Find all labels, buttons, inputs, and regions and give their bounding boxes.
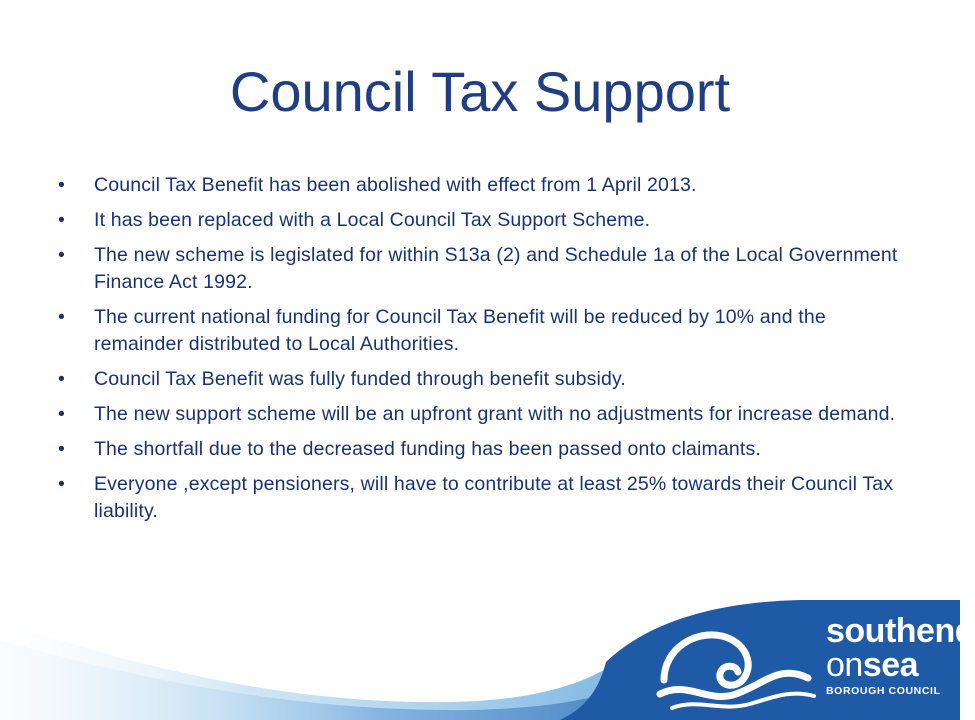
slide-title: Council Tax Support — [229, 60, 731, 123]
bullet-marker: • — [58, 438, 65, 460]
bullet-text: The shortfall due to the decreased funding has been passed onto claimants. — [94, 438, 761, 460]
bullet-text: The new scheme is legislated for within S13a (2) and Schedule 1a of the Local Government Finance Act 1992. — [94, 244, 898, 293]
bullet-marker: • — [58, 174, 65, 196]
bullet-marker: • — [58, 403, 65, 425]
bullet-item — [58, 401, 918, 428]
bullet-item — [58, 436, 918, 463]
bullet-item — [58, 172, 918, 199]
bullet-text: Council Tax Benefit was fully funded through benefit subsidy. — [94, 368, 626, 390]
bullet-marker: • — [58, 209, 65, 231]
bullet-item — [58, 304, 918, 358]
wave-logo-icon — [658, 624, 818, 710]
bullet-item — [58, 207, 918, 234]
bullet-marker: • — [58, 473, 65, 495]
bullet-list — [58, 172, 918, 533]
logo-word-sea: sea — [862, 646, 919, 684]
bullet-item — [58, 366, 918, 393]
bullet-text: It has been replaced with a Local Council Tax Support Scheme. — [94, 209, 651, 231]
bullet-item — [58, 242, 918, 296]
bullet-text: Council Tax Benefit has been abolished with effect from 1 April 2013. — [94, 174, 697, 196]
bullet-marker: • — [58, 368, 65, 390]
bullet-text: Everyone ,except pensioners, will have to contribute at least 25% towards their Council Tax liability. — [94, 473, 894, 522]
logo-word-southend: southend — [826, 612, 975, 650]
bullet-text: The new support scheme will be an upfront grant with no adjustments for increase demand. — [94, 403, 896, 425]
logo-word-onsea — [826, 648, 948, 682]
logo-subtitle: BOROUGH COUNCIL — [826, 685, 941, 697]
bullet-text: The current national funding for Council Tax Benefit will be reduced by 10% and the remainder distributed to Local Authorities. — [94, 306, 826, 355]
logo-word-on: on — [826, 646, 863, 684]
council-logo — [658, 612, 975, 714]
bullet-marker: • — [58, 244, 65, 266]
bullet-marker: • — [58, 306, 65, 328]
bullet-item — [58, 471, 918, 525]
logo-wordmark — [826, 612, 975, 700]
